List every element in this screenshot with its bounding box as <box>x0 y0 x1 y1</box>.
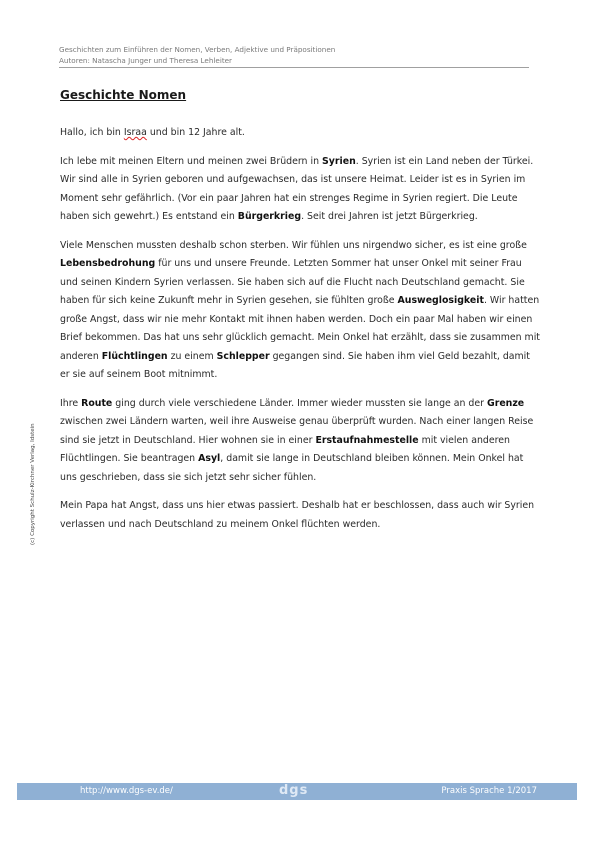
keyword: Bürgerkrieg <box>237 211 302 222</box>
name-text: Israa <box>123 127 147 138</box>
dgs-logo: dgs <box>279 783 309 798</box>
story-paragraph: Ihre Route ging durch viele verschiedene Länder. Immer wieder mussten sie lange an der Grenze zwischen zwei Ländern warten, weil ihre Ausweise genau überprüft wurden. Nach einer langen Reise sind sie jetzt in Deutschland. Hier wohnen sie in einer Erstaufnahmestelle mit vielen anderen Flüchtlingen. Sie beantragen Asyl, damit sie lange in Deutschland bleiben können. Mein Onkel hat uns geschrieben, dass sie sich jetzt sehr sicher fühlen. <box>60 397 534 483</box>
keyword: Flüchtlingen <box>101 350 168 362</box>
keyword: Schlepper <box>216 350 270 362</box>
header-line-2: Autoren: Natascha Junger und Theresa Lehleiter <box>59 56 233 65</box>
keyword: Grenze <box>487 397 525 409</box>
keyword: Route <box>81 397 113 409</box>
keyword: Erstaufnahmestelle <box>315 434 419 446</box>
story-paragraph: Hallo, ich bin Israa und bin 12 Jahre alt. <box>60 127 245 138</box>
keyword: Syrien <box>322 155 356 167</box>
keyword: Ausweglosigkeit <box>397 295 484 306</box>
page-title: Geschichte Nomen <box>60 88 187 102</box>
header-line-1: Geschichten zum Einführen der Nomen, Verben, Adjektive und Präpositionen <box>59 45 336 54</box>
story-paragraph: Mein Papa hat Angst, dass uns hier etwas passiert. Deshalb hat er beschlossen, dass auch wir Syrien verlassen und nach Deutschland zu meinem Onkel flüchten werden. <box>60 500 535 530</box>
keyword: Lebensbedrohung <box>60 258 156 269</box>
footer-url[interactable]: http://www.dgs-ev.de/ <box>80 786 173 796</box>
copyright-note: (c) Copyright Schulz-Kirchner Verlag, Idstein <box>30 423 36 545</box>
page-footer <box>17 783 577 800</box>
story-paragraph: Ich lebe mit meinen Eltern und meinen zwei Brüdern in Syrien. Syrien ist ein Land neben der Türkei. Wir sind alle in Syrien geboren und aufgewachsen, das ist unsere Heimat. Leider ist es in Syrien im Moment sehr gefährlich. (Vor ein paar Jahren hat ein strenges Regime in Syrien regiert. Die Leute haben sich gewehrt.) Es entstand ein Bürgerkrieg. Seit drei Jahren ist jetzt Bürgerkrieg. <box>60 155 534 222</box>
story-body <box>60 124 540 544</box>
story-paragraph: Viele Menschen mussten deshalb schon sterben. Wir fühlen uns nirgendwo sicher, es ist eine große Lebensbedrohung für uns und unsere Freunde. Letzten Sommer hat unser Onkel mit seiner Frau und seinen Kindern Syrien verlassen. Sie haben sich auf die Flucht nach Deutschland gemacht. Sie haben für sich keine Zukunft mehr in Syrien gesehen, sie fühlten große Ausweglosigkeit. Wir hatten große Angst, dass wir nie mehr Kontakt mit ihnen haben werden. Doch ein paar Mal haben wir einen Brief bekommen. Das hat uns sehr glücklich gemacht. Mein Onkel hat erzählt, dass sie zusammen mit anderen Flüchtlingen zu einem Schlepper gegangen sind. Sie haben ihm viel Geld bezahlt, damit er sie auf seinem Boot mitnimmt. <box>60 239 540 380</box>
document-header <box>59 44 529 68</box>
keyword: Asyl <box>198 453 221 464</box>
footer-issue: Praxis Sprache 1/2017 <box>441 786 537 796</box>
